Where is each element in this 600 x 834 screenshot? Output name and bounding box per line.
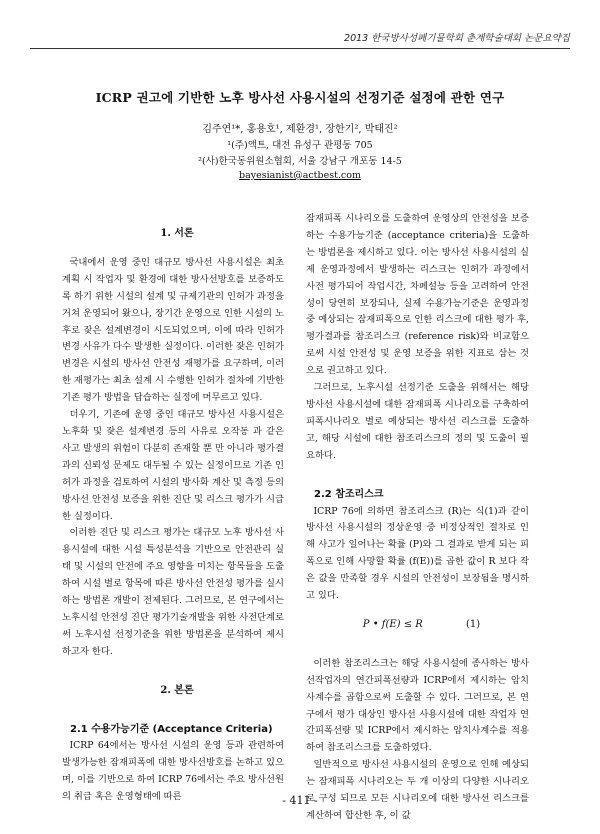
subsection-heading-reference-risk: 2.2 참조리스크 [314, 488, 384, 500]
left-column [62, 226, 284, 806]
conference-header: 2013 한국방사성폐기물학회 춘계학술대회 논문요약집 [344, 33, 570, 44]
author-list: 김주연¹*, 홍용호¹, 제환경¹, 장한기², 박태진² [202, 124, 398, 135]
subsection-heading-acceptance: 2.1 수용가능기준 (Acceptance Criteria) [70, 723, 273, 735]
body-paragraph: ICRP 64에서는 방사선 시설의 운영 등과 관련하여 발생가능한 잠재피폭에 대한 방사선방호를 논하고 있으며, 이를 기반으로 하여 ICRP 76에서는 주요 방사선원의 취급 혹은 운영형태에 따른 [62, 740, 284, 803]
body-heading: 2. 본론 [160, 684, 194, 696]
page-number: - 411 - [282, 794, 318, 807]
author-email: bayesianist@actbest.com [239, 170, 361, 181]
intro-paragraph: 이러한 진단 및 리스크 평가는 대규모 노후 방사선 사용시설에 대한 시설 특성분석을 기반으로 안전관리 실태 및 시설의 안전에 주요 영향을 미치는 항목들을 도출하여 시설 별로 항목에 따른 방사선 안전성 평가를 실시하는 방법론 개발이 전제된다. 그러므로, 본 연구에서는 노후시설 안전성 진단 평가기술개발을 위한 사전단계로써 노후시설 선정기준을 위한 방법론을 분석하여 제시하고자 한다. [62, 527, 284, 657]
intro-paragraph: 더우기, 기존에 운영 중인 대규모 방사선 사용시설은 노후화 및 잦은 설계변경 등의 사유로 오작동 과 같은 사고 발생의 위험이 다분히 존재할 뿐 만 아니라 평가결과의 신뢰성 문제도 대두될 수 있는 실정이므로 기존 인허가 과정을 검토하여 시설의 방사화 계산 및 측정 등의 방사선 안전성 보증을 위한 진단 및 리스크 평가가 시급한 실정이다. [62, 409, 284, 522]
body-paragraph: 그러므로, 노후시설 선정기준 도출을 위해서는 해당 방사선 사용시설에 대한 잠재피폭 시나리오를 구축하여 피폭시나리오 별로 예상되는 방사선 리스크를 도출하고, 해당 시설에 대한 참조리스크의 정의 및 도출이 필요하다. [306, 382, 529, 461]
paper-title: ICRP 권고에 기반한 노후 방사선 사용시설의 선정기준 설정에 관한 연구 [95, 90, 505, 105]
header-rule [30, 48, 570, 49]
affiliation-1: ¹(주)액트, 대전 유성구 관평동 705 [227, 140, 373, 151]
body-paragraph: ICRP 76에 의하면 참조리스크 (R)는 식(1)과 같이 방사선 사용시설의 정상운영 중 비정상적인 절차로 인해 사고가 일어나는 확률 (P)와 그 결과로 받게 되는 피폭으로 인해 사망할 확률 (f(E))를 곱한 값이 R 보다 작은 값을 만족할 경우 시설의 안전성이 보장됨을 명시하고 있다. [306, 505, 529, 602]
body-paragraph: 일반적으로 방사선 사용시설의 운영으로 인해 예상되는 잠재피폭 시나리오는 두 개 이상의 다양한 시나리오로 구성 되므로 모든 시나리오에 대한 방사선 리스크를 계산하여 합산한 후, 이 값 [306, 759, 529, 821]
right-column [306, 211, 529, 825]
intro-heading: 1. 서론 [160, 228, 194, 239]
body-paragraph: 이러한 참조리스크는 해당 사용시설에 종사하는 방사선작업자의 연간피폭선량과 ICRP에서 제시하는 암치사계수를 곱함으로써 도출할 수 있다. 그러므로, 본 연구에서 평가 대상인 방사선 사용시설에 대한 작업자 연간피폭선량 및 ICRP에서 제시하는 암치사계수를 적용하여 참조리스크를 도출하였다. [306, 657, 529, 754]
equation-1 [306, 617, 529, 634]
affiliation-2: ²(사)한국동위원소협회, 서울 강남구 개포동 14-5 [198, 156, 402, 167]
intro-paragraph: 국내에서 운영 중인 대규모 방사선 사용시설은 최초 계획 시 작업자 및 환경에 대한 방사선방호를 보증하도록 하기 위한 시설의 설계 및 규제기관의 인허가 과정을 거쳐 운영되어 왔으나, 장기간 운영으로 인한 시설의 노후로 잦은 설계변경이 시도되었으며, 이에 따라 인허가 변경 사유가 다수 발생한 실정이다. 이러한 잦은 인허가 변경은 시설의 방사선 안전성 재평가를 요구하며, 이러한 재평가는 최초 설계 시 수행한 인허가 절차에 기반한 기존 평가 방법을 답습하는 실정에 머무르고 있다. [62, 256, 284, 404]
equation-number: (1) [466, 618, 481, 630]
equation-expression: P • f(E) ≤ R [362, 618, 423, 630]
body-paragraph: 잠재피폭 시나리오를 도출하여 운영상의 안전성을 보증하는 수용가능기준 (acceptance criteria)을 도출하는 방법론을 제시하고 있다. 이는 방사선 사용시설의 실제 운영과정에서 발생하는 리스크는 인허가 과정에서 사전 평가되어 작업시간, 차폐설능 등을 고려하여 안전성이 당연히 보장되나, 실제 수용가능기준은 운영과정 중 예상되는 잠재피폭으로 인한 리스크에 대한 평가 후, 평가결과를 참조리스크 (reference risk)와 비교함으로써 시설 안전성 및 운영 보증을 위한 지표로 삼는 것으로 권고하고 있다. [306, 213, 529, 377]
